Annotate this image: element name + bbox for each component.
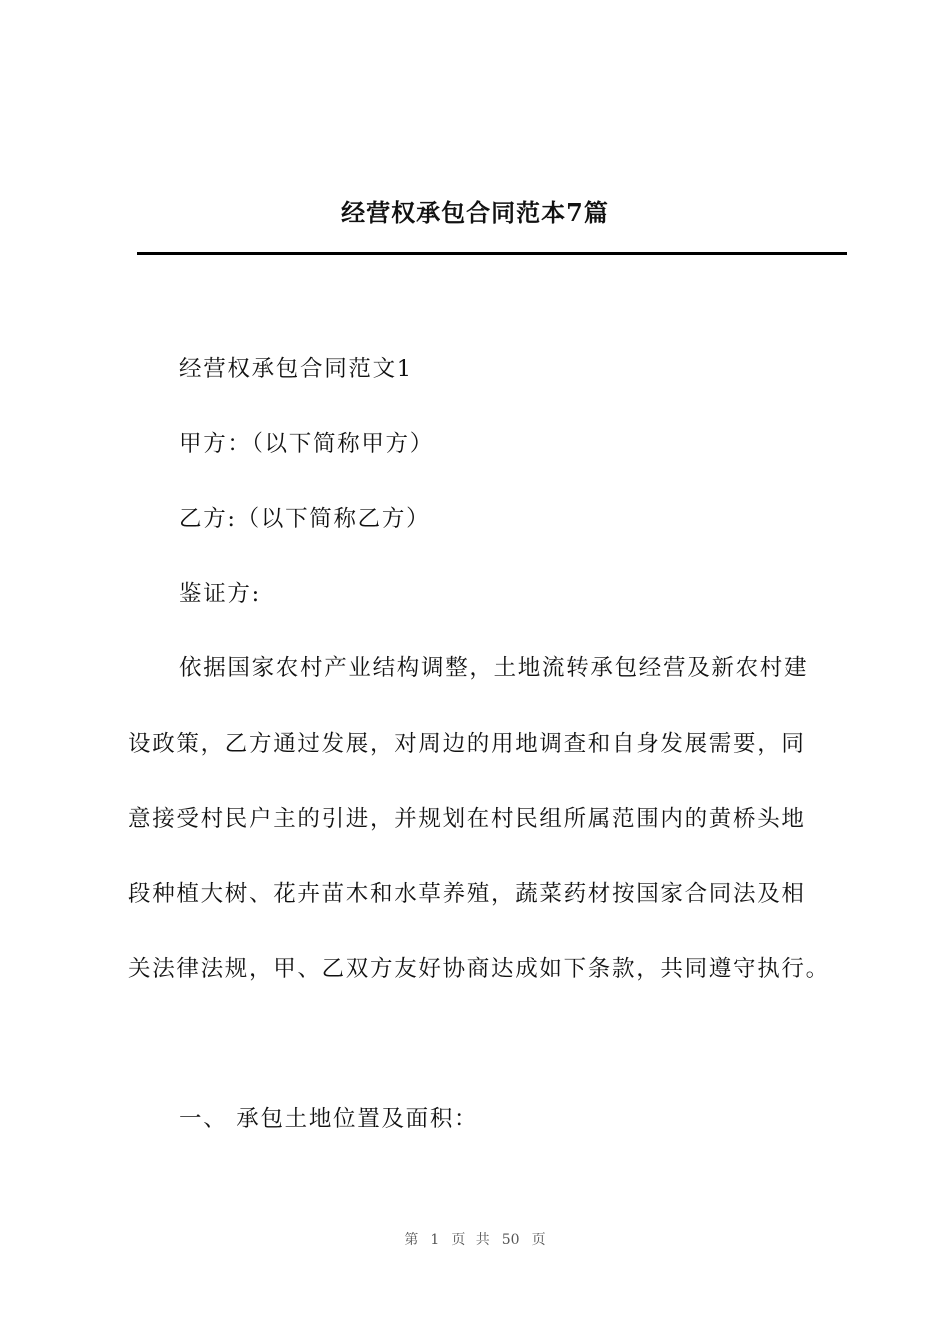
section-heading: 一、 承包土地位置及面积： [179, 1106, 479, 1132]
footer-middle: 页 共 [451, 1232, 490, 1248]
party-a-line: 甲方：（以下简称甲方） [179, 431, 434, 457]
footer-total-pages: 50 [501, 1232, 520, 1248]
body-paragraph-line: 设政策，乙方通过发展，对周边的用地调查和自身发展需要，同 [128, 731, 806, 757]
document-title: 经营权承包合同范本7篇 [341, 198, 609, 227]
footer-suffix: 页 [531, 1232, 546, 1248]
page-footer [0, 1228, 950, 1252]
footer-prefix: 第 [404, 1232, 419, 1248]
contract-heading: 经营权承包合同范文1 [179, 356, 413, 382]
witness-line: 鉴证方: [179, 581, 261, 607]
party-b-line: 乙方:（以下简称乙方） [179, 506, 431, 532]
body-paragraph-line: 意接受村民户主的引进，并规划在村民组所属范围内的黄桥头地 [128, 806, 806, 832]
body-paragraph-line: 依据国家农村产业结构调整，土地流转承包经营及新农村建 [179, 655, 809, 681]
body-paragraph-line: 关法律法规，甲、乙双方友好协商达成如下条款，共同遵守执行。 [128, 956, 830, 982]
footer-page-number: 1 [430, 1232, 440, 1248]
title-underline [137, 252, 847, 255]
body-paragraph-line: 段种植大树、花卉苗木和水草养殖，蔬菜药材按国家合同法及相 [128, 881, 806, 907]
